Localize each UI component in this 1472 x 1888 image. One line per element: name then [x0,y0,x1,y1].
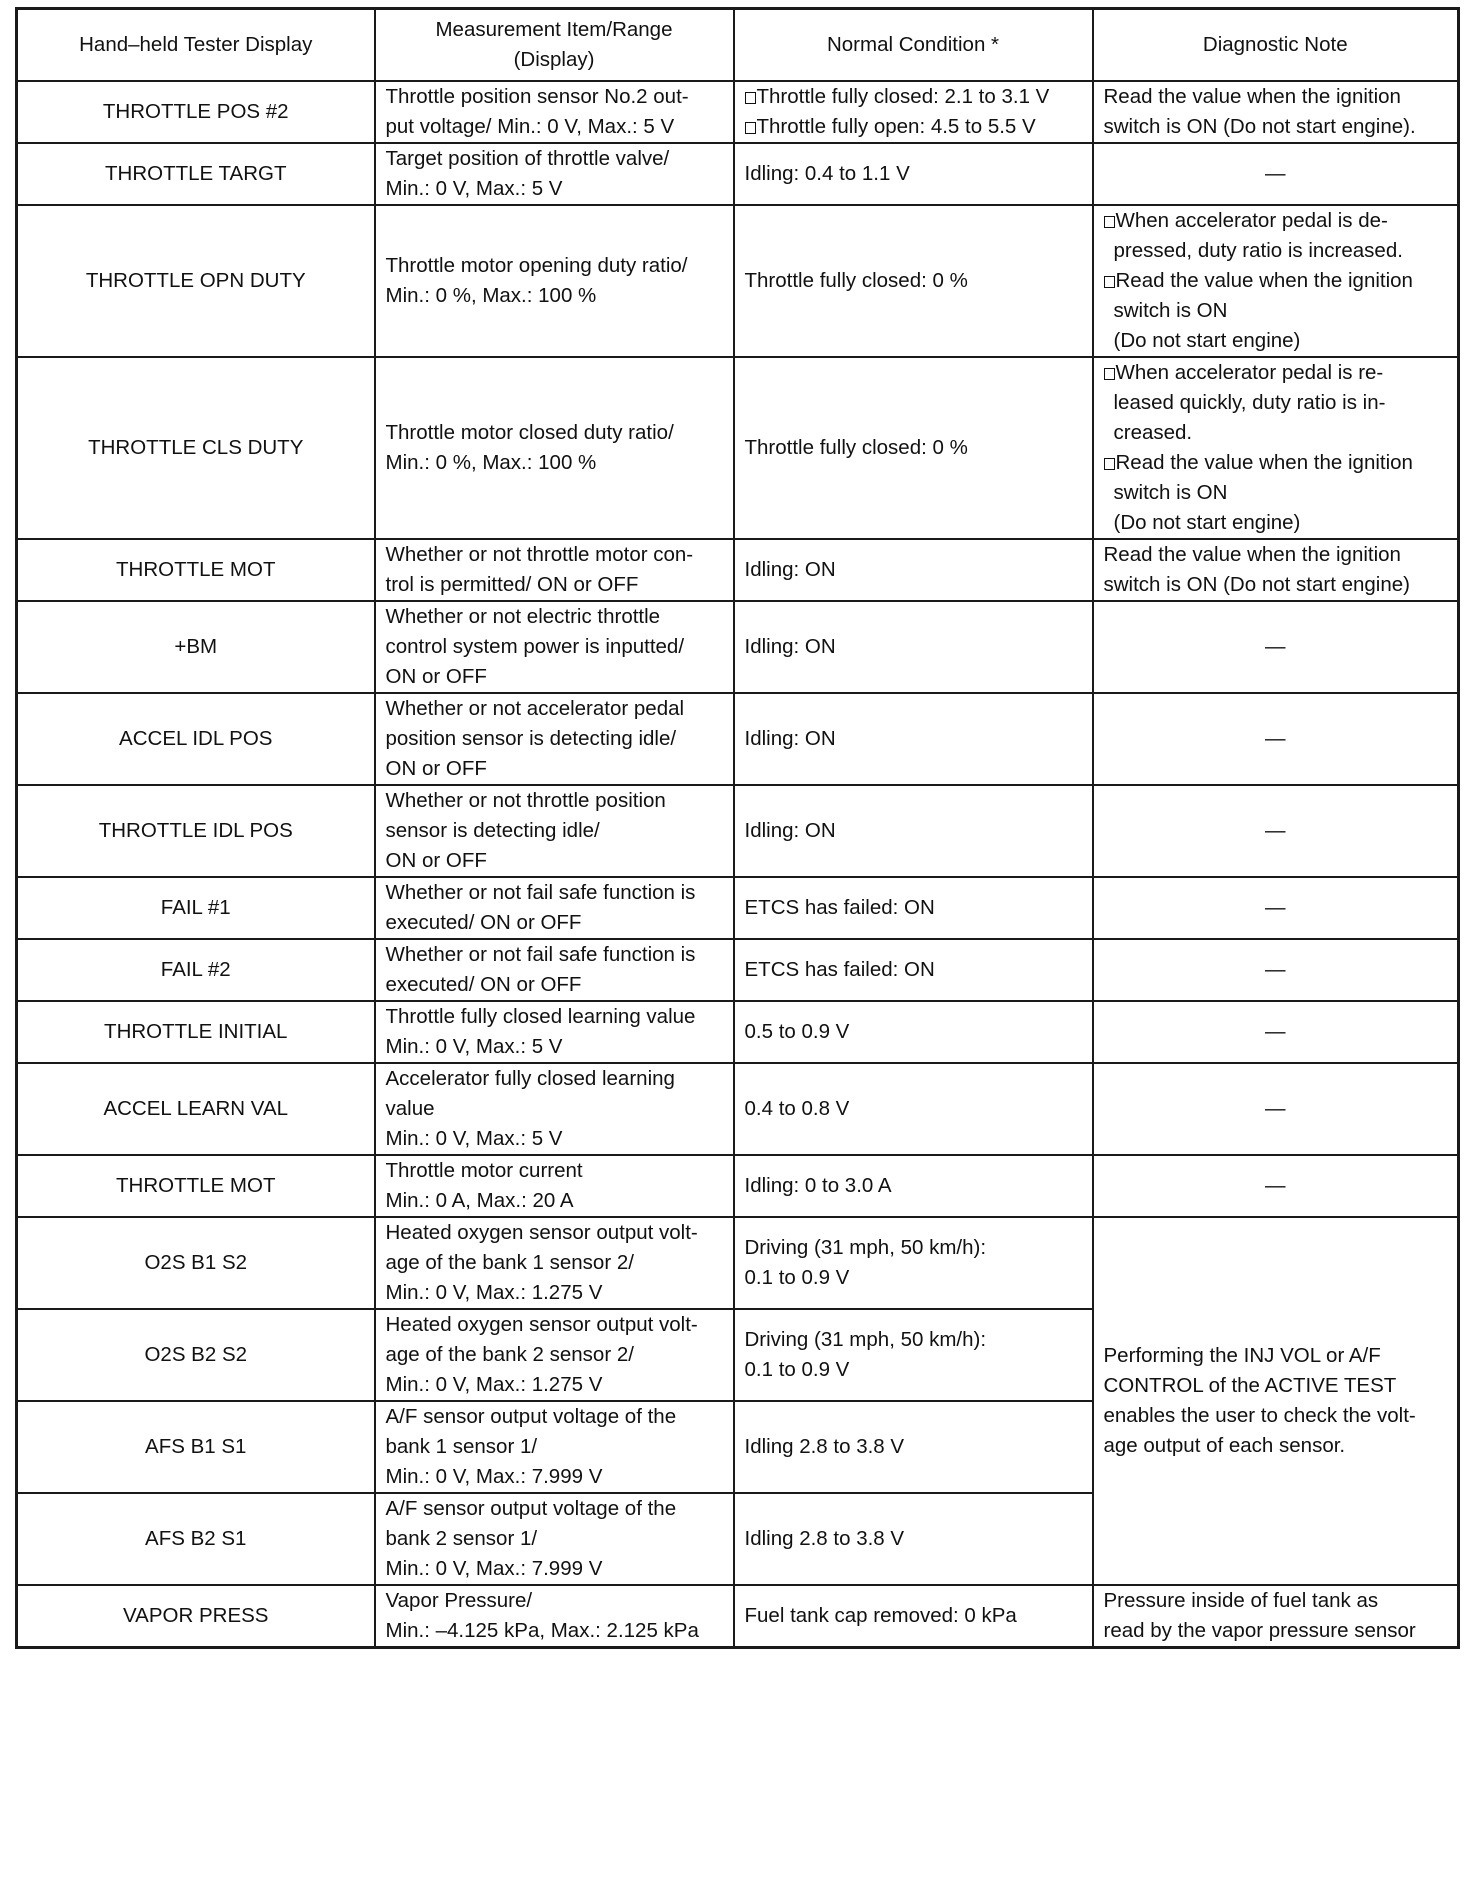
diagnostic-note-cell: — [1093,785,1459,877]
condition-line [745,82,1082,112]
item-line: put voltage/ Min.: 0 V, Max.: 5 V [385,115,675,138]
header-row [17,9,1459,82]
item-line: ON or OFF [385,849,487,872]
item-line: Min.: 0 V, Max.: 7.999 V [385,1465,603,1488]
header-item-line: Measurement Item/Range [435,18,673,41]
diagnostic-note-cell [1093,205,1459,357]
measurement-item-cell [375,357,734,539]
note-line: leased quickly, duty ratio is in- [1113,391,1386,414]
item-line: Min.: 0 V, Max.: 5 V [385,1035,563,1058]
normal-condition-cell: ETCS has failed: ON [734,877,1093,939]
measurement-item-cell [375,1309,734,1401]
measurement-item-cell [375,1063,734,1155]
tester-display-cell: ACCEL LEARN VAL [17,1063,375,1155]
item-line: Min.: –4.125 kPa, Max.: 2.125 kPa [385,1619,699,1642]
table-row [17,785,1459,877]
diagnostic-note-cell [1093,357,1459,539]
item-line: Throttle motor closed duty ratio/ [385,421,674,444]
item-line: executed/ ON or OFF [385,973,582,996]
table-row [17,357,1459,539]
tester-display-cell: AFS B2 S1 [17,1493,375,1585]
normal-condition-cell: 0.5 to 0.9 V [734,1001,1093,1063]
measurement-item-cell [375,1001,734,1063]
header-display: Hand–held Tester Display [17,9,375,82]
item-line: ON or OFF [385,757,487,780]
note-line: pressed, duty ratio is increased. [1113,239,1403,262]
item-line: Whether or not throttle motor con- [385,543,694,566]
diagnostic-note-cell: — [1093,939,1459,1001]
item-line: Whether or not fail safe function is [385,881,696,904]
header-item [375,9,734,82]
measurement-item-cell [375,1217,734,1309]
measurement-item-cell [375,1155,734,1217]
note-text: When accelerator pedal is re- [1115,361,1384,384]
tester-display-cell: THROTTLE MOT [17,1155,375,1217]
table-row [17,1217,1459,1309]
condition-line: 0.1 to 0.9 V [744,1266,850,1289]
measurement-item-cell [375,1401,734,1493]
measurement-item-cell [375,1585,734,1648]
condition-text: Throttle fully open: 4.5 to 5.5 V [756,115,1036,138]
table-row [17,539,1459,601]
item-line: Min.: 0 V, Max.: 5 V [385,177,563,200]
condition-line [745,112,1082,142]
tester-display-cell: +BM [17,601,375,693]
tester-display-cell: THROTTLE CLS DUTY [17,357,375,539]
measurement-item-cell [375,601,734,693]
note-line: CONTROL of the ACTIVE TEST [1103,1374,1397,1397]
normal-condition-cell [734,1309,1093,1401]
item-line: control system power is inputted/ [385,635,685,658]
item-line: Min.: 0 V, Max.: 5 V [385,1127,563,1150]
note-text: Read the value when the ignition [1115,269,1413,292]
note-line: (Do not start engine) [1113,511,1301,534]
item-line: position sensor is detecting idle/ [385,727,677,750]
measurement-item-cell [375,693,734,785]
item-line: Accelerator fully closed learning [385,1067,675,1090]
checkbox-bullet-icon [1104,458,1115,470]
item-line: Whether or not throttle position [385,789,666,812]
header-item-line: (Display) [513,48,595,71]
measurement-item-cell [375,939,734,1001]
tester-display-cell: THROTTLE IDL POS [17,785,375,877]
normal-condition-cell [734,1217,1093,1309]
tester-display-cell: THROTTLE TARGT [17,143,375,205]
table-row [17,877,1459,939]
checkbox-bullet-icon [1104,368,1115,380]
item-line: Throttle motor current [385,1159,583,1182]
item-line: sensor is detecting idle/ [385,819,600,842]
table-row [17,143,1459,205]
item-line: age of the bank 2 sensor 2/ [385,1343,634,1366]
item-line: ON or OFF [385,665,487,688]
normal-condition-cell: Fuel tank cap removed: 0 kPa [734,1585,1093,1648]
normal-condition-cell: Idling: 0 to 3.0 A [734,1155,1093,1217]
item-line: Min.: 0 %, Max.: 100 % [385,284,597,307]
condition-text: Throttle fully closed: 2.1 to 3.1 V [756,85,1050,108]
checkbox-bullet-icon [745,122,756,134]
tester-display-cell: THROTTLE OPN DUTY [17,205,375,357]
table-row [17,1585,1459,1648]
item-line: Throttle fully closed learning value [385,1005,696,1028]
normal-condition-cell: Idling: 0.4 to 1.1 V [734,143,1093,205]
tester-display-cell: THROTTLE MOT [17,539,375,601]
item-line: Heated oxygen sensor output volt- [385,1221,698,1244]
checkbox-bullet-icon [745,92,756,104]
item-line: trol is permitted/ ON or OFF [385,573,639,596]
item-line: Throttle motor opening duty ratio/ [385,254,688,277]
item-line: value [385,1097,435,1120]
measurement-item-cell [375,785,734,877]
normal-condition-cell: Idling 2.8 to 3.8 V [734,1493,1093,1585]
table-row [17,939,1459,1001]
normal-condition-cell: Idling: ON [734,601,1093,693]
item-line: age of the bank 1 sensor 2/ [385,1251,634,1274]
data-list-table [15,7,1460,1649]
item-line: Min.: 0 V, Max.: 7.999 V [385,1557,603,1580]
note-line: switch is ON (Do not start engine) [1103,573,1410,596]
diagnostic-note-cell: — [1093,1155,1459,1217]
note-line [1104,266,1448,296]
item-line: Min.: 0 V, Max.: 1.275 V [385,1373,603,1396]
note-line [1104,358,1448,388]
note-line: (Do not start engine) [1113,329,1301,352]
note-line [1104,448,1448,478]
tester-display-cell: FAIL #2 [17,939,375,1001]
note-line: switch is ON [1113,481,1228,504]
normal-condition-cell: 0.4 to 0.8 V [734,1063,1093,1155]
note-line: Pressure inside of fuel tank as [1103,1589,1379,1612]
note-line: enables the user to check the volt- [1103,1404,1416,1427]
checkbox-bullet-icon [1104,216,1115,228]
normal-condition-cell: Throttle fully closed: 0 % [734,205,1093,357]
table-row [17,81,1459,143]
note-line: Read the value when the ignition [1103,543,1401,566]
item-line: bank 2 sensor 1/ [385,1527,538,1550]
item-line: A/F sensor output voltage of the [385,1405,677,1428]
table-row [17,1063,1459,1155]
normal-condition-cell: Throttle fully closed: 0 % [734,357,1093,539]
checkbox-bullet-icon [1104,276,1115,288]
diagnostic-note-cell: — [1093,601,1459,693]
note-line: age output of each sensor. [1103,1434,1346,1457]
normal-condition-cell: ETCS has failed: ON [734,939,1093,1001]
measurement-item-cell [375,877,734,939]
normal-condition-cell [734,81,1093,143]
condition-line: 0.1 to 0.9 V [744,1358,850,1381]
note-line [1104,206,1448,236]
note-text: Read the value when the ignition [1115,451,1413,474]
diagnostic-note-cell: — [1093,693,1459,785]
normal-condition-cell: Idling: ON [734,539,1093,601]
diagnostic-note-cell: — [1093,1063,1459,1155]
header-note: Diagnostic Note [1093,9,1459,82]
tester-display-cell: THROTTLE POS #2 [17,81,375,143]
diagnostic-note-cell [1093,539,1459,601]
item-line: Whether or not fail safe function is [385,943,696,966]
normal-condition-cell: Idling: ON [734,693,1093,785]
note-line: read by the vapor pressure sensor [1103,1619,1416,1642]
item-line: executed/ ON or OFF [385,911,582,934]
note-text: When accelerator pedal is de- [1115,209,1388,232]
diagnostic-note-cell [1093,1585,1459,1648]
note-line: Performing the INJ VOL or A/F [1103,1344,1381,1367]
table-row [17,693,1459,785]
tester-display-cell: THROTTLE INITIAL [17,1001,375,1063]
note-line: Read the value when the ignition [1103,85,1401,108]
item-line: Throttle position sensor No.2 out- [385,85,689,108]
measurement-item-cell [375,1493,734,1585]
table-row [17,1155,1459,1217]
measurement-item-cell [375,205,734,357]
tester-display-cell: O2S B2 S2 [17,1309,375,1401]
note-line: switch is ON (Do not start engine). [1103,115,1416,138]
item-line: Whether or not accelerator pedal [385,697,685,720]
note-line: switch is ON [1113,299,1228,322]
item-line: Min.: 0 V, Max.: 1.275 V [385,1281,603,1304]
item-line: Target position of throttle valve/ [385,147,670,170]
condition-line: Driving (31 mph, 50 km/h): [744,1328,987,1351]
tester-display-cell: AFS B1 S1 [17,1401,375,1493]
diagnostic-note-cell [1093,81,1459,143]
measurement-item-cell [375,143,734,205]
tester-display-cell: ACCEL IDL POS [17,693,375,785]
table-row [17,1001,1459,1063]
table-row [17,601,1459,693]
note-line: creased. [1113,421,1193,444]
measurement-item-cell [375,539,734,601]
item-line: Min.: 0 %, Max.: 100 % [385,451,597,474]
tester-display-cell: FAIL #1 [17,877,375,939]
item-line: Vapor Pressure/ [385,1589,533,1612]
header-condition: Normal Condition * [734,9,1093,82]
diagnostic-note-cell: — [1093,1001,1459,1063]
item-line: A/F sensor output voltage of the [385,1497,677,1520]
item-line: Whether or not electric throttle [385,605,661,628]
item-line: bank 1 sensor 1/ [385,1435,538,1458]
item-line: Min.: 0 A, Max.: 20 A [385,1189,574,1212]
tester-display-cell: VAPOR PRESS [17,1585,375,1648]
item-line: Heated oxygen sensor output volt- [385,1313,698,1336]
shared-diagnostic-note-cell [1093,1217,1459,1585]
diagnostic-note-cell: — [1093,877,1459,939]
condition-line: Driving (31 mph, 50 km/h): [744,1236,987,1259]
normal-condition-cell: Idling 2.8 to 3.8 V [734,1401,1093,1493]
normal-condition-cell: Idling: ON [734,785,1093,877]
table-row [17,205,1459,357]
diagnostic-note-cell: — [1093,143,1459,205]
measurement-item-cell [375,81,734,143]
tester-display-cell: O2S B1 S2 [17,1217,375,1309]
